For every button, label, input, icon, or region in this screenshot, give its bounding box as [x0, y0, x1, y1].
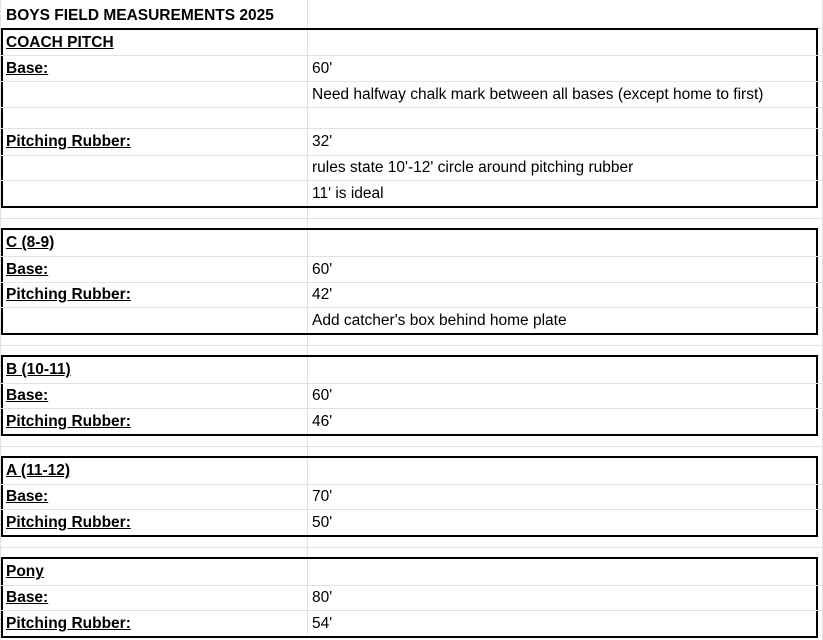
row-value[interactable] — [308, 108, 823, 128]
row-label[interactable] — [0, 108, 308, 128]
section-title-a[interactable]: A (11-12) — [6, 462, 71, 479]
row-value[interactable]: 32' — [312, 133, 333, 150]
table-row — [0, 108, 823, 128]
row-value[interactable]: 60' — [312, 260, 333, 278]
row-value[interactable]: rules state 10'-12' circle around pitching rubber — [312, 159, 634, 176]
table-row — [0, 56, 823, 81]
row-value[interactable]: 46' — [312, 412, 333, 430]
sheet-title[interactable]: BOYS FIELD MEASUREMENTS 2025 — [6, 6, 274, 24]
title-row-empty-cell[interactable] — [308, 3, 823, 28]
section-header-row — [0, 458, 823, 484]
row-label[interactable]: Base: — [6, 387, 49, 404]
row-label[interactable]: Pitching Rubber: — [6, 412, 131, 430]
title-divider — [307, 0, 308, 28]
row-value[interactable]: 54' — [312, 614, 333, 632]
section-header-row — [0, 30, 823, 55]
row-label[interactable]: Pitching Rubber: — [6, 513, 131, 531]
table-row — [0, 409, 823, 434]
row-value[interactable]: Add catcher's box behind home plate — [312, 311, 567, 329]
table-row — [0, 586, 823, 610]
row-value[interactable]: 11' is ideal — [312, 184, 384, 202]
gridline — [0, 446, 823, 447]
table-row — [0, 384, 823, 408]
row-value[interactable]: 60' — [312, 387, 333, 404]
row-label[interactable]: Pitching Rubber: — [6, 133, 131, 150]
row-label[interactable]: Base: — [6, 488, 49, 505]
section-header-row — [0, 230, 823, 256]
table-row — [0, 156, 823, 180]
row-label[interactable] — [0, 156, 308, 180]
section-title-pony[interactable]: Pony — [6, 563, 44, 580]
row-label[interactable] — [0, 308, 308, 333]
table-row — [0, 181, 823, 206]
section-title-c[interactable]: C (8-9) — [6, 234, 55, 251]
row-value[interactable]: 60' — [312, 59, 333, 77]
title-row — [0, 3, 823, 28]
row-value[interactable]: Need halfway chalk mark between all bases (except home to first) — [312, 85, 764, 103]
row-label[interactable]: Pitching Rubber: — [6, 614, 131, 632]
table-row — [0, 257, 823, 282]
table-row — [0, 283, 823, 307]
row-value[interactable]: 80' — [312, 589, 333, 606]
row-value[interactable]: 42' — [312, 286, 333, 303]
row-label[interactable] — [0, 181, 308, 206]
row-label[interactable]: Base: — [6, 589, 49, 606]
section-title-b[interactable]: B (10-11) — [6, 361, 71, 378]
gridline — [0, 218, 823, 219]
section-header-row — [0, 357, 823, 383]
table-row — [0, 510, 823, 535]
row-value[interactable]: 50' — [312, 513, 333, 531]
section-header-row — [0, 559, 823, 585]
row-value[interactable]: 70' — [312, 488, 333, 505]
row-label[interactable]: Pitching Rubber: — [6, 286, 131, 303]
row-label[interactable]: Base: — [6, 260, 49, 278]
section-title-coach-pitch[interactable]: COACH PITCH — [6, 33, 114, 51]
table-row — [0, 308, 823, 333]
table-row — [0, 485, 823, 509]
row-label[interactable] — [0, 82, 308, 107]
row-label[interactable]: Base: — [6, 59, 49, 77]
table-row — [0, 611, 823, 636]
table-row — [0, 129, 823, 155]
table-row — [0, 82, 823, 107]
gridline — [0, 547, 823, 548]
gridline — [0, 345, 823, 346]
